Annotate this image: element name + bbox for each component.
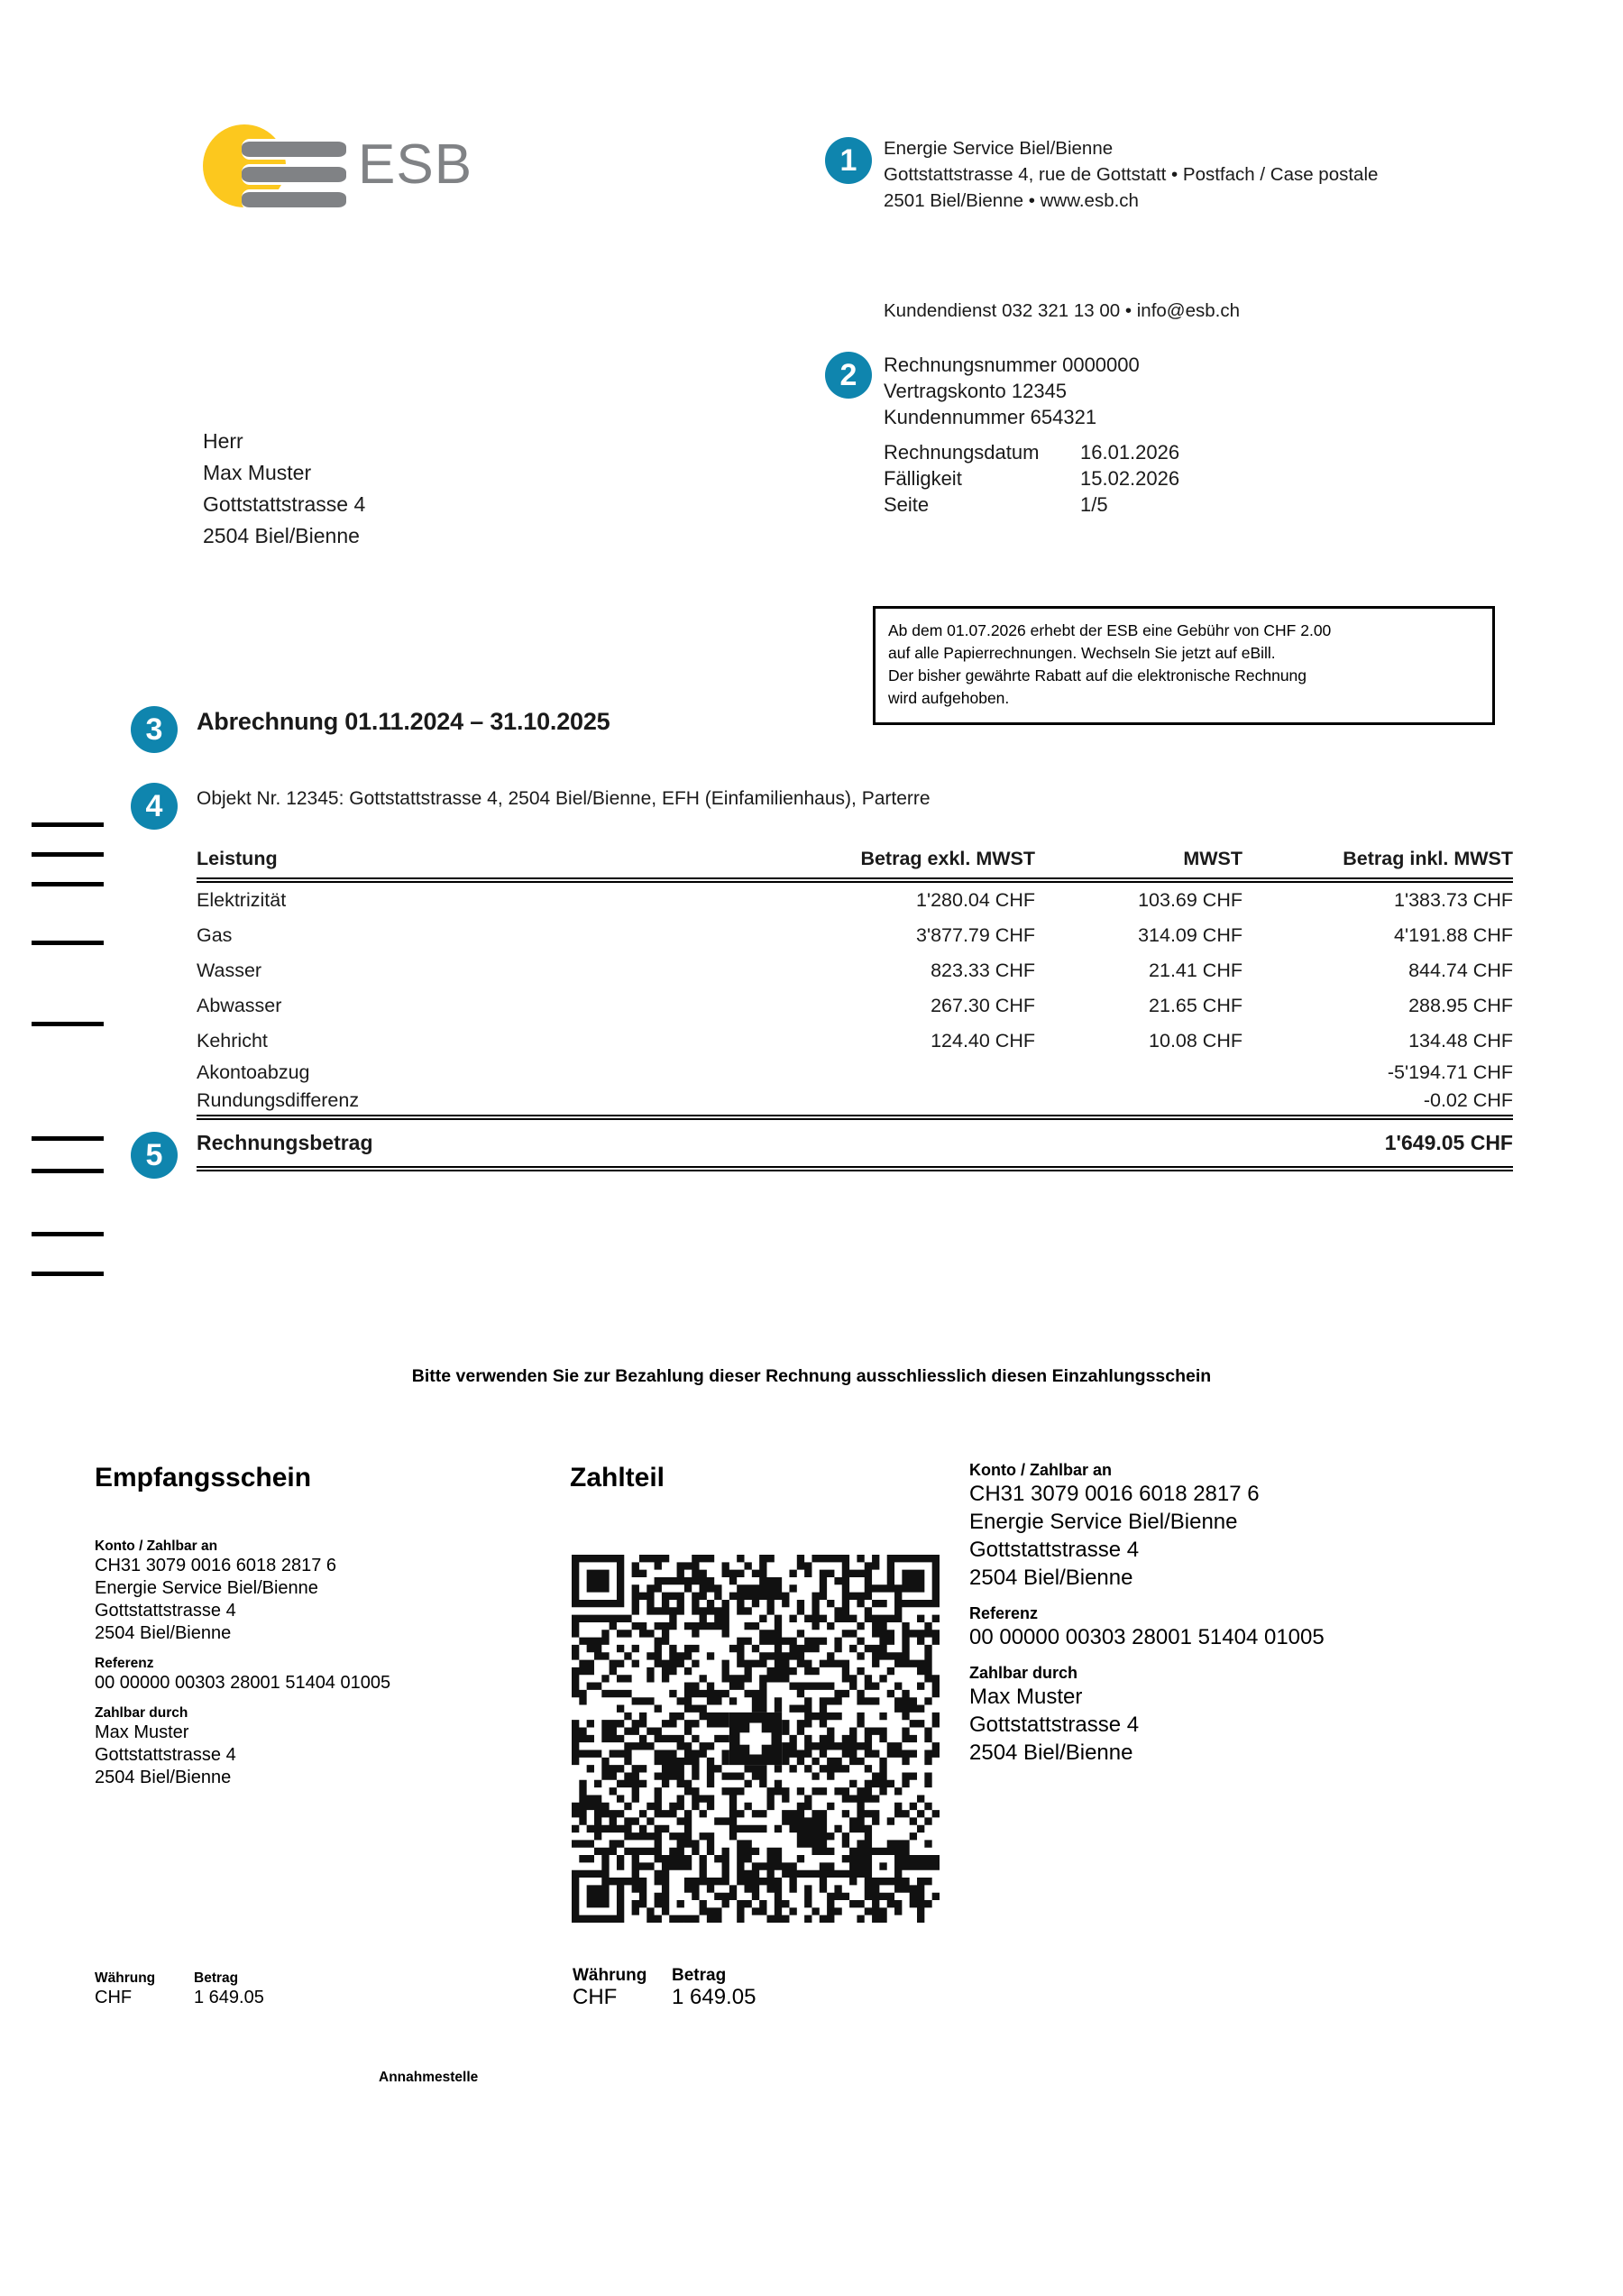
meta-row — [884, 465, 1179, 491]
cell-description: Gas — [197, 924, 233, 946]
cell-vat: 21.41 CHF — [1149, 960, 1242, 981]
payment-reference: 00 00000 00303 28001 51404 01005 — [969, 1625, 1325, 1649]
cell-vat: 10.08 CHF — [1149, 1030, 1242, 1052]
payment-part-title: Zahlteil — [570, 1463, 665, 1492]
receipt-iban: CH31 3079 0016 6018 2817 6 — [95, 1556, 337, 1575]
esb-logo — [203, 117, 482, 216]
sender-street: Gottstattstrasse 4, rue de Gottstatt • Postfach / Case postale — [884, 164, 1379, 185]
table-row — [197, 1059, 1513, 1087]
payment-currency-col — [573, 1966, 672, 2008]
invoice-date-value: 16.01.2026 — [1080, 441, 1180, 464]
receipt-amount-col — [194, 1970, 392, 2009]
logo-wordmark: ESB — [358, 133, 473, 196]
payment-creditor-city: 2504 Biel/Bienne — [969, 1566, 1133, 1590]
payment-creditor-street: Gottstattstrasse 4 — [969, 1538, 1140, 1562]
col-header-incl-vat: Betrag inkl. MWST — [1343, 848, 1513, 869]
payment-reference-group — [969, 1604, 1528, 1651]
table-row — [197, 1087, 1513, 1115]
cell-excl-vat — [765, 1061, 1035, 1084]
payment-payable-by-label: Zahlbar durch — [969, 1664, 1078, 1682]
cell-description: Elektrizität — [197, 889, 287, 911]
table-total-rule-bottom — [197, 1166, 1513, 1171]
logo-bar-icon — [242, 139, 346, 160]
contract-account: Vertragskonto 12345 — [884, 380, 1068, 402]
customer-number: Kundennummer 654321 — [884, 406, 1097, 428]
col-header-description: Leistung — [197, 848, 278, 869]
receipt-debtor-street: Gottstattstrasse 4 — [95, 1745, 236, 1765]
sender-city: 2501 Biel/Bienne • www.esb.ch — [884, 190, 1139, 211]
invoice-date-label: Rechnungsdatum — [884, 441, 1040, 464]
fold-mark — [32, 1272, 104, 1276]
fold-mark — [32, 1232, 104, 1236]
receipt-currency-label: Währung — [95, 1970, 156, 1986]
payment-reference-label: Referenz — [969, 1604, 1039, 1622]
receipt-creditor-city: 2504 Biel/Bienne — [95, 1623, 232, 1643]
col-header-vat: MWST — [1183, 848, 1242, 869]
marker-badge-3: 3 — [131, 706, 178, 753]
receipt-amount-value: 1 649.05 — [194, 1988, 264, 2007]
receipt-amount-block — [95, 1970, 392, 2009]
payment-amount-value: 1 649.05 — [672, 1985, 756, 2009]
fold-mark — [32, 1136, 104, 1141]
marker-badge-2: 2 — [825, 352, 872, 399]
cell-description: Rundungsdifferenz — [197, 1089, 360, 1111]
cell-excl-vat: 1'280.04 CHF — [916, 889, 1035, 911]
meta-row — [884, 491, 1179, 518]
billing-period-heading: Abrechnung 01.11.2024 – 31.10.2025 — [197, 708, 610, 735]
payment-debtor-group — [969, 1664, 1528, 1767]
cell-incl-vat: 4'191.88 CHF — [1394, 924, 1513, 946]
table-header-row — [197, 848, 1513, 877]
recipient-street: Gottstattstrasse 4 — [203, 492, 366, 516]
cell-vat: 103.69 CHF — [1138, 889, 1242, 911]
cell-incl-vat: 844.74 CHF — [1408, 960, 1513, 981]
payment-debtor-street: Gottstattstrasse 4 — [969, 1713, 1140, 1737]
payment-debtor-city: 2504 Biel/Bienne — [969, 1740, 1133, 1765]
payment-instruction-note: Bitte verwenden Sie zur Bezahlung dieser Rechnung ausschliesslich diesen Einzahlungsschein — [411, 1366, 1212, 1386]
receipt-debtor-city: 2504 Biel/Bienne — [95, 1768, 232, 1787]
cell-incl-vat: -5'194.71 CHF — [1387, 1061, 1513, 1083]
payment-account-group — [969, 1461, 1528, 1592]
cell-incl-vat: 288.95 CHF — [1408, 995, 1513, 1016]
receipt-account-label: Konto / Zahlbar an — [95, 1538, 218, 1554]
cell-vat — [1035, 1089, 1242, 1112]
receipt-reference-group — [95, 1656, 473, 1694]
receipt-creditor-name: Energie Service Biel/Bienne — [95, 1578, 318, 1598]
recipient-name: Max Muster — [203, 461, 312, 484]
customer-service-line: Kundendienst 032 321 13 00 • info@esb.ch — [884, 300, 1241, 321]
cell-incl-vat: 1'383.73 CHF — [1394, 889, 1513, 911]
sender-address-block — [884, 135, 1378, 214]
swiss-qr-code — [572, 1555, 940, 1923]
notice-line-3: Der bisher gewährte Rabatt auf die elektronische Rechnung — [888, 666, 1307, 684]
table-total-row — [197, 1120, 1513, 1166]
fold-mark — [32, 1022, 104, 1026]
receipt-payable-by-label: Zahlbar durch — [95, 1705, 188, 1721]
cell-excl-vat: 823.33 CHF — [931, 960, 1035, 981]
fold-mark — [32, 852, 104, 857]
receipt-details — [95, 1538, 473, 1800]
payment-amount-label: Betrag — [672, 1966, 727, 1985]
fold-mark — [32, 941, 104, 945]
receipt-debtor-group — [95, 1705, 473, 1789]
fold-mark — [32, 822, 104, 827]
receipt-debtor-name: Max Muster — [95, 1722, 189, 1742]
cell-incl-vat: 134.48 CHF — [1408, 1030, 1513, 1052]
invoice-table — [197, 848, 1513, 1171]
cell-excl-vat: 124.40 CHF — [931, 1030, 1035, 1052]
cell-excl-vat: 3'877.79 CHF — [916, 924, 1035, 946]
object-line: Objekt Nr. 12345: Gottstattstrasse 4, 2504 Biel/Bienne, EFH (Einfamilienhaus), Parterre — [197, 788, 931, 809]
due-date-value: 15.02.2026 — [1080, 467, 1180, 490]
logo-bar-icon — [242, 164, 346, 185]
cell-description: Kehricht — [197, 1030, 268, 1052]
invoice-number: Rechnungsnummer 0000000 — [884, 354, 1140, 376]
payment-currency-label: Währung — [573, 1966, 647, 1985]
notice-line-1: Ab dem 01.07.2026 erhebt der ESB eine Gebühr von CHF 2.00 — [888, 621, 1332, 639]
fee-notice-box — [873, 606, 1495, 725]
cell-description: Akontoabzug — [197, 1061, 310, 1083]
payment-amount-col — [672, 1966, 870, 2008]
fold-mark — [32, 882, 104, 886]
recipient-address-block — [203, 426, 365, 552]
receipt-currency-col — [95, 1970, 194, 2009]
table-row — [197, 988, 1513, 1024]
table-row — [197, 1024, 1513, 1059]
meta-row — [884, 439, 1179, 465]
page-value: 1/5 — [1080, 493, 1108, 516]
receipt-account-group — [95, 1538, 473, 1645]
cell-excl-vat — [765, 1089, 1035, 1112]
page-label: Seite — [884, 493, 930, 516]
recipient-salutation: Herr — [203, 429, 243, 453]
due-date-label: Fälligkeit — [884, 467, 962, 490]
cell-vat: 21.65 CHF — [1149, 995, 1242, 1016]
payment-creditor-name: Energie Service Biel/Bienne — [969, 1510, 1238, 1534]
receipt-amount-label: Betrag — [194, 1970, 239, 1986]
payment-account-label: Konto / Zahlbar an — [969, 1461, 1113, 1479]
notice-line-4: wird aufgehoben. — [888, 689, 1010, 707]
payment-part-details — [969, 1461, 1528, 1779]
payment-amount-block — [573, 1966, 870, 2008]
receipt-reference: 00 00000 00303 28001 51404 01005 — [95, 1673, 391, 1693]
acceptance-point-label: Annahmestelle — [379, 2070, 479, 2085]
logo-bar-icon — [242, 189, 346, 210]
col-header-excl-vat: Betrag exkl. MWST — [860, 848, 1035, 869]
receipt-creditor-street: Gottstattstrasse 4 — [95, 1601, 236, 1621]
sender-company: Energie Service Biel/Bienne — [884, 138, 1114, 159]
recipient-city: 2504 Biel/Bienne — [203, 524, 360, 547]
marker-badge-1: 1 — [825, 137, 872, 184]
cell-vat: 314.09 CHF — [1138, 924, 1242, 946]
cell-description: Wasser — [197, 960, 262, 981]
notice-line-2: auf alle Papierrechnungen. Wechseln Sie jetzt auf eBill. — [888, 644, 1276, 662]
cell-description: Abwasser — [197, 995, 282, 1016]
payment-currency-value: CHF — [573, 1985, 618, 2009]
table-row — [197, 953, 1513, 988]
marker-badge-5: 5 — [131, 1132, 178, 1179]
receipt-title: Empfangsschein — [95, 1463, 312, 1492]
table-row — [197, 918, 1513, 953]
invoice-meta-block — [884, 352, 1179, 518]
marker-badge-4: 4 — [131, 783, 178, 830]
cell-excl-vat: 267.30 CHF — [931, 995, 1035, 1016]
receipt-currency-value: CHF — [95, 1988, 133, 2007]
table-row — [197, 883, 1513, 918]
total-label: Rechnungsbetrag — [197, 1131, 373, 1154]
receipt-reference-label: Referenz — [95, 1656, 154, 1671]
cell-vat — [1035, 1061, 1242, 1084]
payment-debtor-name: Max Muster — [969, 1685, 1083, 1709]
payment-iban: CH31 3079 0016 6018 2817 6 — [969, 1482, 1260, 1506]
cell-incl-vat: -0.02 CHF — [1423, 1089, 1513, 1111]
fold-mark — [32, 1169, 104, 1173]
total-amount: 1'649.05 CHF — [1384, 1131, 1513, 1154]
